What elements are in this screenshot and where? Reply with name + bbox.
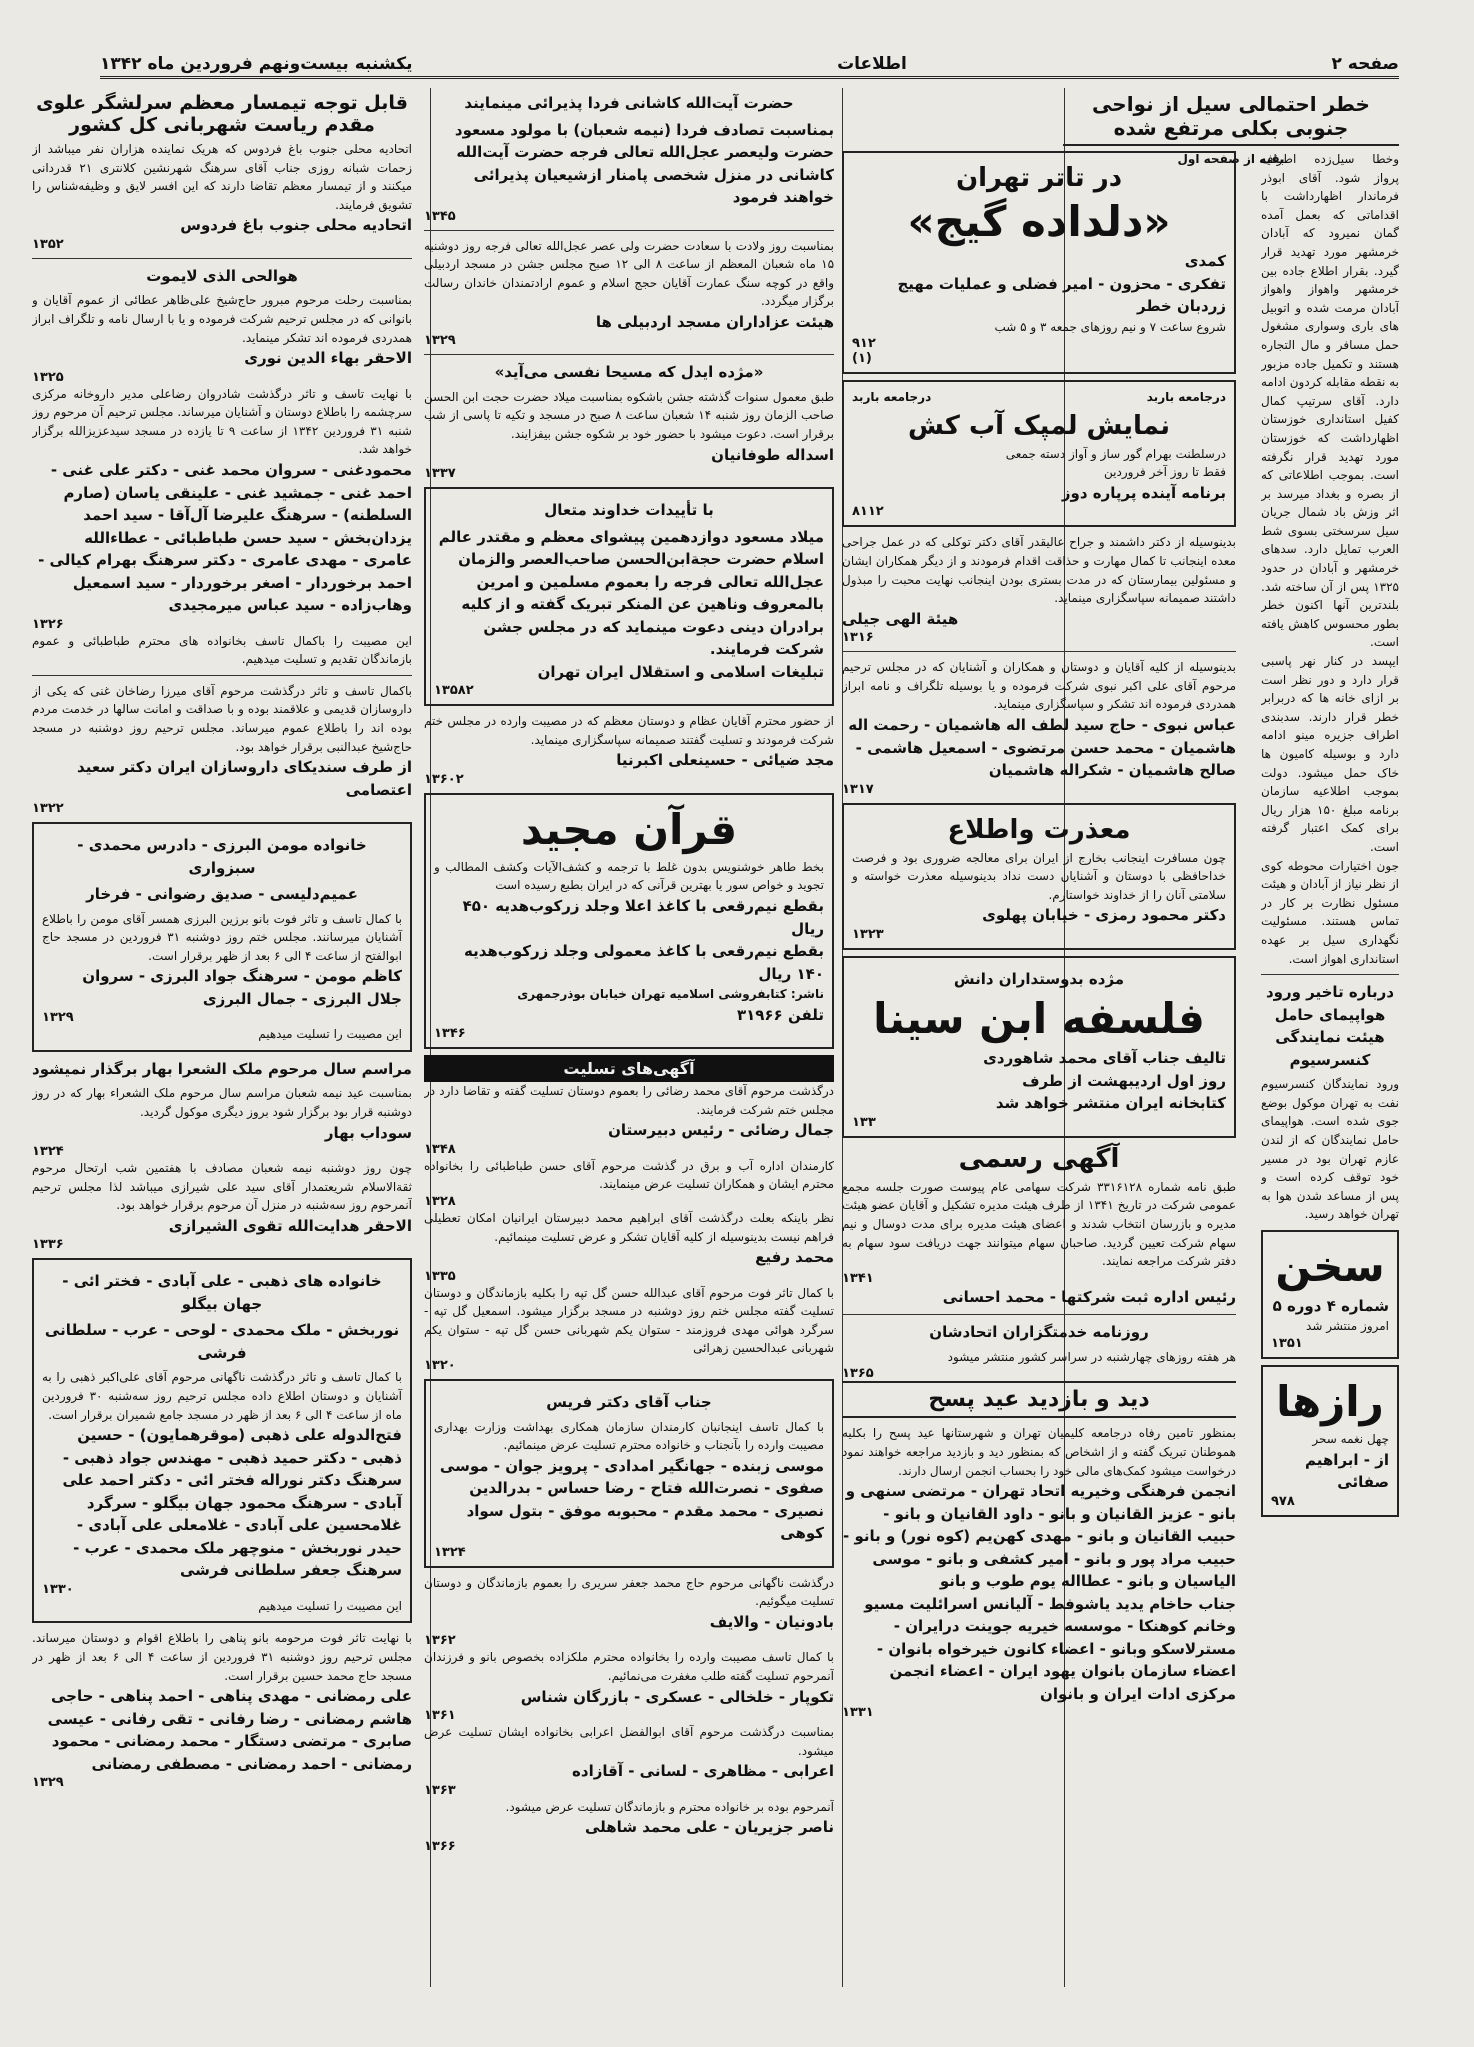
messiah-number: ۱۳۳۷ <box>424 466 456 482</box>
apology-ad <box>842 803 1236 950</box>
book-pretitle: مژده بدوستداران دانش <box>953 969 1125 988</box>
ad8 <box>32 1258 412 1623</box>
razha-subtitle: چهل نغمه سحر <box>1312 1431 1389 1446</box>
notice-last-4-number: ۱۳۶۶ <box>424 1838 456 1854</box>
easter-number: ۱۳۳۱ <box>842 1705 874 1721</box>
condolences-title: آگهی‌های تسلیت <box>424 1055 834 1082</box>
divine-title: با تأییدات خداوند متعال <box>544 501 714 520</box>
apology-name: دکتر محمود رمزی - خیابان پهلوی <box>982 906 1226 925</box>
deaths-number: ۱۳۱۷ <box>842 781 874 797</box>
ad1-number: ۱۳۲۵ <box>32 369 64 385</box>
show-number: ۸۱۱۲ <box>852 504 884 520</box>
notice-last-2: با کمال تاسف مصیبت وارده را بخانواده محترم ملکزاده بخصوص بانو و فرزندان آنمرحوم تسلیت گفته طلب مغفرت می‌نمائیم. <box>424 1650 834 1684</box>
messiah-body: طبق معمول سنوات گذشته جشن باشکوه بمناسبت میلاد حضرت حجت ابن الحسن صاحب الزمان روز شنبه ۱۴ شعبان ساعت ۸ صبح در مسجد و تکیه تا پاسی از شب برقرار است. دعوت میشود با حضور خود بر شکوه جشن بیفزایند. <box>424 389 834 442</box>
quran-ad <box>424 793 834 1049</box>
ad5-number: ۱۳۲۹ <box>42 1010 74 1026</box>
column-center-right <box>842 145 1236 1987</box>
ad8-names: فتح‌الدوله علی ذهبی (موقرهمایون) - حسین ذهبی - دکتر حمید ذهبی - مهندس جواد ذهبی - سرهنگ دکتر نوراله فختر ائی - دکتر احمد علی آبادی - سرهنگ محمود جهان بیگلو - سرگرد غلامحسین علی آبادی - غلامعلی علی آبادی - حیدر نوربخش - منوچهر ملک محمدی - عرب - سرهنگ جعفر سلطانی فرشی <box>62 1426 402 1580</box>
sokhan-issue: شماره ۴ دوره ۵ <box>1272 1296 1389 1315</box>
ad6-number: ۱۳۲۴ <box>32 1144 64 1160</box>
ad5-body: با کمال تاسف و تاثر فوت بانو برزین البرزی همسر آقای مومن را باطلاع آشنایان میرسانند. مجلس ختم روز دوشنبه ۳۱ فروردین در مسجد حاج ابوالفتح از ساعت ۴ الی ۶ بعد از ظهر برقرار است. <box>42 911 402 963</box>
guests-number: ۱۳۶۰۲ <box>424 771 464 787</box>
condolence-2-number: ۱۳۲۸ <box>424 1194 456 1209</box>
ad5-tail: این مصیبت را تسلیت میدهیم <box>258 1027 402 1042</box>
ad8-tail: این مصیبت را تسلیت میدهیم <box>258 1598 402 1613</box>
ad1-body: بمناسبت رحلت مرحوم مبرور حاج‌شیخ علی‌ظاهر عطائی از عموم آقایان و بانوانی که در مجلس ترحیم شرکت فرموده و یا با ارسال نامه و تلگراف ابراز همدردی فرموده اند تشکر مینماید. <box>32 293 412 345</box>
flood-column <box>1261 150 1399 1987</box>
play-time: شروع ساعت ۷ و نیم روزهای جمعه ۳ و ۵ شب <box>994 319 1226 334</box>
police-number: ۱۳۵۲ <box>32 236 64 252</box>
notice-last-3-signature: اعرابی - مظاهری - لسانی - آقازاده <box>572 1762 834 1781</box>
apology-title: معذرت واطلاع <box>947 814 1131 845</box>
ad4-number: ۱۳۲۲ <box>32 801 64 817</box>
book-author: تالیف جناب آقای محمد شاهوردی <box>983 1049 1226 1068</box>
play-cast: تفکری - محزون - امیر فضلی و عملیات مهیج زردبان خطر <box>897 274 1226 315</box>
thanks-number: ۱۳۱۶ <box>842 630 874 646</box>
easter-names-2: جناب حاخام یدید یاشوفط - آلیانس اسرائلیت مسیو وخانم کوهنکا - موسسه خیریه جوینت درایران - مسترلاسکو وبانو - اعضاء کانون خیرخواه بانوان - اعضاء سازمان بانوان یهود ایران - اعضاء انجمن مرکزی ادات ایران و بانوان <box>864 1594 1236 1703</box>
ad5 <box>32 822 412 1052</box>
ad6-signature: سوداب بهار <box>324 1123 412 1142</box>
column-center-left <box>424 88 834 1987</box>
sokhan-title: سخن <box>1275 1241 1385 1291</box>
quran-title: قرآن مجید <box>520 804 738 854</box>
ad1-title: هوالحی الذی لایموت <box>146 266 298 285</box>
book-ad <box>842 956 1236 1138</box>
quran-price-1: بقطع نیم‌رقعی با کاغذ اعلا وجلد زرکوب‌هدیه ۴۵۰ ریال <box>462 897 824 938</box>
ad8-body: با کمال تاسف و تاثر درگذشت ناگهانی مرحوم آقای علی‌اکبر ذهبی را به آشنایان و دوستان اطلاع داده مجلس ترحیم روز سه‌شنبه ۳۰ فروردین ماه از ساعت ۴ الی ۶ بعد از ظهر در مسجد جامع شمیران برقرار است. <box>42 1370 402 1422</box>
police-headline: قابل توجه تیمسار معظم سرلشگر علوی مقدم ریاست شهربانی کل کشور <box>36 92 408 136</box>
razha-number: ۹۷۸ <box>1271 1493 1295 1509</box>
condolence-3-number: ۱۳۳۵ <box>424 1268 456 1284</box>
ad5-title: خانواده مومن البرزی - دادرس محمدی - سبزواری <box>77 836 367 877</box>
notice-last-3-number: ۱۳۶۳ <box>424 1782 456 1798</box>
quran-phone: تلفن ۳۱۹۶۶ <box>736 1005 824 1024</box>
doctor-names: موسی زبنده - جهانگیر امدادی - پرویز جوان - موسی صفوی - نصرت‌الله فتاح - رضا حساس - بدرالدین نصیری - محمد مقدم - محبوبه موفق - بتول سواد کوهی <box>439 1456 824 1543</box>
divine-ad <box>424 487 834 706</box>
page-number: صفحه ۲ <box>1331 54 1399 74</box>
play-title: «دلداده گیج» <box>907 197 1171 246</box>
show-sub: درسلطنت بهرام گور ساز و آواز دسته جمعی <box>1005 446 1226 461</box>
divider <box>32 258 412 259</box>
sokhan-ad <box>1261 1230 1399 1359</box>
ad3-body: این مصیبت را باکمال تاسف بخانواده های محترم طباطبائی و عموم بازماندگان تقدیم و تسلیت میدهیم. <box>32 633 412 667</box>
page-header <box>100 52 1399 79</box>
ad9-names: علی رمضانی - مهدی پناهی - احمد پناهی - حاجی هاشم رمضانی - رضا رفانی - تقی رفانی - عیسی صابری - مرتضی دستگار - محمد رمضانی - محمود رمضانی - احمد رمضانی - مصطفی رمضانی <box>47 1687 412 1773</box>
mosque-body: بمناسبت روز ولادت با سعادت حضرت ولی عصر عجل‌الله تعالی فرجه روز دوشنبه ۱۵ ماه شعبان المعظم از ساعت ۸ الی ۱۲ صبح مجلس جشن در مسجد اردبیلی واقع در کوچه سنگ عمارت آقایان حجج اسلام و عموم ارادتمندان خاندان رسالت برگزار میگردد. <box>424 238 834 309</box>
theater-number-2: (۱) <box>852 351 872 367</box>
notice-number: ۱۳۴۱ <box>842 1270 874 1286</box>
paper-name: اطلاعات <box>837 54 907 74</box>
ad8-number: ۱۳۳۰ <box>42 1581 74 1597</box>
divine-signature: تبلیغات اسلامی و استقلال ایران تهران <box>537 662 824 681</box>
condolence-4: با کمال تاثر فوت مرحوم آقای عبدالله حسن گل تپه را بکلیه بازماندگان و دوستان تسلیت گفته مجلس ختم روز دوشنبه در مسجد برگزار میشود. اسمعیل گل تپه - سرگرد هوائی مهدی فروزمند - ستوان یکم شهربانی حسن گل تپه - ستوان یکم شهربانی عبدالحسین زهرائی <box>424 1285 834 1356</box>
issue-date: یکشنبه بیست‌ونهم فروردین ماه ۱۳۴۲ <box>100 54 413 74</box>
ad4-signature: از طرف سندیکای داروسازان ایران دکتر سعید اعتصامی <box>77 758 412 799</box>
doctor-number: ۱۳۲۴ <box>434 1544 466 1560</box>
condolence-1: درگذشت مرحوم آقای محمد رضائی را بعموم دوستان تسلیت گفته و تقاضا دارد در مجلس ختم شرکت فرمایند. <box>424 1084 834 1117</box>
show-tag-left: درجامعه باربد <box>852 390 932 405</box>
condolence-2: کارمندان اداره آب و برق در گذشت مرحوم آقای حسن طباطبائی را بخانواده محترم ایشان و همکاران تسلیت عرض مینمایند. <box>424 1158 834 1192</box>
ad8-title: خانواده های ذهبی - علی آبادی - فختر ائی - جهان بیگلو <box>62 1272 382 1313</box>
police-signature: اتحادیه محلی جنوب باغ فردوس <box>180 216 412 235</box>
tour-headline: درباره تاخیر ورود هواپیمای حامل هیئت نمایندگی کنسرسیوم <box>1265 983 1395 1069</box>
condolence-3: نظر باینکه بعلت درگذشت آقای ابراهیم محمد دبیرستان ایرانیان امکان تعطیلی فراهم نیست بدینوسیله از کلیه آقایان تشکر و عرض تسلیت مینمائیم. <box>424 1211 834 1244</box>
play-genre: کمدی <box>1184 252 1226 270</box>
theater-number: ۹۱۲ <box>852 336 876 352</box>
book-publisher: کتابخانه ایران منتشر خواهد شد <box>995 1094 1226 1113</box>
book-number: ۱۳۳ <box>852 1114 876 1130</box>
show-program: برنامه آینده پرپاره دوز <box>1061 483 1226 502</box>
divider <box>32 675 412 676</box>
show-sub-2: فقط تا روز آخر فروردین <box>1104 465 1226 480</box>
messiah-signature: اسداله طوفانیان <box>711 445 834 464</box>
ad9-body: با نهایت تاثر فوت مرحومه بانو پناهی را باطلاع اقوام و دوستان میرساند. مجلس ترحیم روز دوشنبه ۳۱ فروردین از ساعت ۴ الی ۶ بعد از ظهر در مسجد حاج محمد حسین برقرار است. <box>32 1631 412 1683</box>
ad7-signature: الاحقر هدایت‌الله تقوی الشیرازی <box>168 1216 412 1235</box>
thanks-name: هیئة الهی جیلی <box>842 609 959 628</box>
ad9-number: ۱۳۲۹ <box>32 1775 64 1791</box>
continued-note: بقیه از صفحه اول <box>1177 152 1285 166</box>
book-date: روز اول اردیبهشت از طرف <box>1022 1071 1226 1090</box>
divider <box>842 1314 1236 1315</box>
razha-title: رازها <box>1276 1376 1384 1426</box>
divider <box>1261 974 1399 975</box>
condolence-4-number: ۱۳۲۰ <box>424 1358 456 1374</box>
divine-number: ۱۳۵۸۲ <box>434 683 474 699</box>
divider <box>842 651 1236 652</box>
notice-signature: رئیس اداره ثبت شرکتها - محمد احسانی <box>942 1287 1236 1306</box>
ad1-signature: الاحقر بهاء الدین نوری <box>244 349 412 368</box>
notice-last-2-number: ۱۳۶۱ <box>424 1708 456 1724</box>
easter-body: بمنظور تامین رفاه درجامعه کلیمیان تهران و شهرستانها عید پسح را بکلیه هموطنان تبریک گفته و از اشخاص که بمنظور دید و بازدید مراجعه خواهند نمود درخواست میشود کمک‌های مالی خود را بحساب انجمن ارسال دارند. <box>842 1426 1236 1478</box>
ad8-title-2: نوربخش - ملک محمدی - لوحی - عرب - سلطانی فرشی <box>44 1321 400 1362</box>
thanks-body: بدینوسیله از دکتر داشمند و جراح عالیقدر آقای دکتر توکلی که در عمل جراحی معده اینجانب تا کمال مهارت و حذاقت اقدام فرمودند و از دیگر همکاران ایشان و مسئولین بیمارستان که در مدت بستری بودن اینجانب نهایت محبت را مبذول داشتند صمیمانه سپاسگزاری مینماید. <box>842 535 1236 606</box>
quran-number: ۱۳۴۶ <box>434 1026 466 1042</box>
sokhan-number: ۱۳۵۱ <box>1271 1335 1303 1351</box>
mosque-number: ۱۳۲۹ <box>424 333 456 349</box>
guests-body: از حضور محترم آقایان عظام و دوستان معظم که در مصیبت وارده در مجلس ختم شرکت فرمودند و تسلیت گفتند صمیمانه سپاسگزاری مینماید. <box>424 714 834 747</box>
doctor-body: با کمال تاسف اینجانبان کارمندان سازمان همکاری بهداشت وزارت بهداری مصیبت وارده را بآنجناب و خانواده محترم تسلیت عرض مینمائیم. <box>434 1419 824 1453</box>
tour-body: ورود نمایندگان کنسرسیوم نفت به تهران موکول بوضع جوی شده است. هواپیمای حامل نمایندگان که از لندن عازم تهران بود در مسیر خود توقف کرده است و پس از مساعد شدن هوا به تهران خواهد رسید. <box>1261 1077 1399 1222</box>
flood-headline: خطر احتمالی سیل از نواحی جنوبی بکلی مرتفع شده <box>1063 92 1399 146</box>
divider <box>424 230 834 231</box>
weekly-body: هر هفته روزهای چهارشنبه در سراسر کشور منتشر میشود <box>947 1349 1236 1364</box>
ad7-body: چون روز دوشنبه نیمه شعبان مصادف با هفتمین شب ارتحال مرحوم ثقة‌الاسلام شریعتمدار آقای سید علی شیرازی میباشد لذا مجلس ترحیم آنمرحوم روز سه‌شنبه در منزل آن مرحوم برقرار خواهد بود. <box>32 1161 412 1213</box>
sokhan-status: امروز منتشر شد <box>1306 1319 1389 1334</box>
notice-last-1: درگذشت ناگهانی مرحوم حاج محمد جعفر سریری را بعموم بازماندگان و دوستان تسلیت میگوئیم. <box>424 1575 834 1609</box>
theater-title: در تاتر تهران <box>955 163 1123 193</box>
guests-signature: مجد ضیائی - حسینعلی اکبرنیا <box>616 751 834 770</box>
condolence-1-number: ۱۳۴۸ <box>424 1141 456 1157</box>
book-title: فلسفه ابن سینا <box>873 994 1205 1044</box>
theater-ad <box>842 151 1236 374</box>
weekly-number: ۱۳۶۵ <box>842 1366 874 1382</box>
easter-title: دید و بازدید عید پسح <box>842 1381 1236 1418</box>
razha-ad <box>1261 1365 1399 1517</box>
divider <box>424 354 834 355</box>
deaths-body: بدینوسیله از کلیه آقایان و دوستان و همکاران و آشنایان که در مجلس ترحیم مرحوم آقای علی اکبر نبوی شرکت فرموده و یا بوسیله تلگراف و نامه ابراز همدردی فرموده اند تشکر و سپاسگزاری مینماید. <box>842 660 1236 712</box>
ad7-number: ۱۳۳۶ <box>32 1237 64 1253</box>
quran-publisher: ناشر: کتابفروشی اسلامیه تهران خیابان بوذرجمهری <box>517 987 824 1002</box>
divine-body: میلاد مسعود دوازدهمین پیشوای معظم و مقتدر عالم اسلام حضرت حجة‌ابن‌الحسن صاحب‌العصر والزمان عجل‌الله تعالی فرجه را بعموم مسلمین و امرین بالمعروف وناهین عن المنکر تبریک گفته و از کلیه برادران دینی دعوت مینماید که در مجلس جشن شرکت فرمایند. <box>438 527 824 659</box>
ad5-title-2: عمیم‌دلیسی - صدیق رضوانی - فرخار <box>86 885 358 904</box>
flood-body-2: ایپسد در کنار نهر پاسبی قرار دارد و دور نظر است بر ازای خانه ها که دربرابر خطر قرار دارند. سدبندی اطراف جزیره مینو ادامه دارد و بوسیله کامیون ها خاک حمل میشود. دولت بموجب اطلاعیه سازمان برنامه مبلغ ۱۵۰ هزار ریال برای کمک اعتبار گرفته است. <box>1261 654 1399 854</box>
flood-body: وخطا سیل‌زده اطراف پرواز شود. آقای ابوذر فرماندار اظهارداشت با اقداماتی که بعمل آمده گمان نمیرود که آبادان خرمشهر مورد تهدید قرار گیرد. بقرار اطلاع جاده بین خرمشهر واهواز واهواز آبادان مرمت شده و اتوبیل های باری وسواری مشغول حمل مسافر و مال التجاره هستند و تکمیل جاده مزبور به نقطه مقابله کردون ادامه دارد. آقای سرتیپ کمال کفیل استانداری خوزستان اظهارداشت که خوزستان مورد تهدید قرار نگرفته است. بموجب اطلاعاتی که از بصره و بغداد میرسد بر اثر وزش باد شمال جریان سیل سرسختی بسوی شط العرب تمایل دارد. سدهای خرمشهر و آبادان در حدود ۱۳۲۵ پس از آن ساخته شد. بلندترین آنها اکنون خطر بطور محسوس کاهش یافته است. <box>1261 152 1399 650</box>
police-body: اتحادیه محلی جنوب باغ فردوس که هریک نماینده هزاران نفر میباشد از زحمات شبانه روزی جناب آقای سرهنگ شهرنشین کلانتری ۲۱ قدردانی میکنند و از تیمسار معظم تقاضا دارند که این افسر لایق و وظیفه‌شناس را تشویق فرمایند. <box>32 142 412 212</box>
notice-title: آگهی رسمی <box>958 1143 1120 1174</box>
doctor-condolence <box>424 1379 834 1568</box>
quran-body: بخط طاهر خوشنویس بدون غلط با ترجمه و کشف‌الآیات وکشف المطالب و تجوید و خواص سور یا بهترین قرآنی که در ایران بطبع رسیده است <box>434 859 824 893</box>
kashani-title: حضرت آیت‌الله کاشانی فردا پذیرائی مینمایند <box>464 94 794 112</box>
notice-last-3: بمناسبت درگذشت مرحوم آقای ابوالفضل اعرابی بخانواده ایشان تسلیت عرض میشود. <box>424 1725 834 1758</box>
condolence-3-signature: محمد رفیع <box>755 1248 834 1267</box>
flood-body-3: جون اختیارات محوطه کوی از نظر نیاز از آبادان و هیئت مسئول نظارت بر کار در تماس هستند. مسئولیت نگهداری سیل بر عهده استانداری اهواز است. <box>1261 858 1399 966</box>
ad2-body: با نهایت تاسف و تاثر درگذشت شادروان رضاعلی مدیر داروخانه مرکزی سرچشمه را باطلاع دوستان و آشنایان میرساند. مجلس ترحیم آن مرحوم روز شنبه ۳۱ فروردین ۱۳۴۲ از ساعت ۹ تا یازده در مسجد سیدعزیزالله برگزار خواهد شد. <box>32 386 412 457</box>
ad4-body: باکمال تاسف و تاثر درگذشت مرحوم آقای میرزا رضاخان غنی که یکی از داروسازان قدیمی و علاقمند بوده و با صداقت و امانت سالها در خدمت مردم بوده اند را باطلاع عموم میرساند. مجلس ترحیم روز دوشنبه در مسجد حاج‌شیخ عبدالنبی برقرار خواهد بود. <box>32 683 412 754</box>
ad6-title: مراسم سال مرحوم ملک الشعرا بهار برگذار نمیشود <box>32 1059 412 1078</box>
notice-last-4-signature: ناصر جزیریان - علی محمد شاهلی <box>584 1818 834 1837</box>
apology-number: ۱۳۲۳ <box>852 926 884 942</box>
condolence-1-signature: جمال رضائی - رئیس دبیرستان <box>608 1121 834 1140</box>
mosque-signature: هیئت عزاداران مسجد اردبیلی ها <box>595 312 834 331</box>
column-left <box>32 88 412 1987</box>
show-ad <box>842 380 1236 527</box>
notice-last-1-number: ۱۳۶۲ <box>424 1633 456 1649</box>
razha-author: از - ابراهیم صفائی <box>1305 1450 1389 1492</box>
notice-last-4: آنمرحوم بوده بر خانواده محترم و بازماندگان تسلیت عرض میشود. <box>505 1799 834 1814</box>
weekly-title: روزنامه خدمتگزاران اتحادشان <box>929 1323 1149 1342</box>
notice-last-1-signature: بادونیان - والایف <box>709 1612 834 1631</box>
show-tag-right: درجامعه باربد <box>1146 390 1226 405</box>
doctor-title: جناب آقای دکتر فریس <box>546 1393 712 1412</box>
ad2-names: محمودغنی - سروان محمد غنی - دکتر علی غنی - احمد غنی - جمشید غنی - علینقی یاسان (صارم السلطنه) - سرهنگ علیرضا آل‌آقا - سید احمد یزدان‌بخش - سید حسن طباطبائی - عطاءالله عامری - مهدی عامری - دکتر سرهنگ بهرام کیالی - احمد برخوردار - اصغر برخوردار - سید اسمعیل وهاب‌زاده - سید عباس میرمجیدی <box>38 461 412 615</box>
ad6-body: بمناسبت عید نیمه شعبان مراسم سال مرحوم ملک الشعراء بهار که در روز دوشنبه قرار بود برگزار شود بروز دیگری موکول گردید. <box>32 1086 412 1120</box>
ad5-names: کاظم مومن - سرهنگ جواد البرزی - سروان جلال البرزی - جمال البرزی <box>82 967 402 1008</box>
quran-price-2: بقطع نیم‌رقعی با کاغذ معمولی وجلد زرکوب‌هدیه ۱۴۰ ریال <box>464 942 824 983</box>
notice-last-2-signature: تکوپار - خلخالی - عسکری - بازرگان شناس <box>520 1687 834 1706</box>
notice-body: طبق نامه شماره ۳۳۱۶۱۲۸ شرکت سهامی عام پیوست صورت جلسه مجمع عمومی شرکت در تاریخ ۱۳۴۱ از طرف هیئت مدیره تشکیل و آقایان عضو هیئت مدیره و بازرسان انتخاب شدند و اعضای هیئت مدیره برای مدت دوسال و نیم سهام شرکت تعیین گردید. صاحبان سهام میتوانند جهت دریافت سود سهام به دفتر شرکت مراجعه نمایند. <box>842 1179 1236 1269</box>
apology-body: چون مسافرت اینجانب بخارج از ایران برای معالجه ضروری بود و فرصت خداحافظی با دوستان و آشنایان دست نداد بدینوسیله معذرت خواسته و سلامتی آنان را از خداوند خواستارم. <box>852 850 1226 902</box>
show-title: نمایش لمپک آب کش <box>908 410 1170 441</box>
ad2-number: ۱۳۲۶ <box>32 616 64 632</box>
deaths-names: عباس نبوی - حاج سید لطف اله هاشمیان - رحمت اله هاشمیان - محمد حسن مرتضوی - اسمعیل هاشمی - صالح هاشمیان - شکراله هاشمیان <box>848 716 1236 780</box>
kashani-number: ۱۳۴۵ <box>424 208 456 224</box>
easter-names: انجمن فرهنگی وخیریه اتحاد تهران - مرتضی سنهی و بانو - عزیز القانیان و بانو - داود القانیان و بانو - حبیب القانیان و بانو - مهدی کهن‌یم (کوه نور) و بانو - حبیب مراد پور و بانو - امیر کشفی و بانو - موسی الیاسیان و بانو - عطااله یوم طوب و بانو <box>843 1482 1236 1591</box>
messiah-title: «مژده ایدل که مسیحا نفسی می‌آید» <box>494 363 764 382</box>
kashani-body: بمناسبت تصادف فردا (نیمه شعبان) با مولود مسعود حضرت ولیعصر عجل‌الله تعالی فرجه حضرت آیت‌الله کاشانی در منزل شخصی پامنار ازشیعیان پذیرائی خواهند فرمود <box>454 120 834 206</box>
